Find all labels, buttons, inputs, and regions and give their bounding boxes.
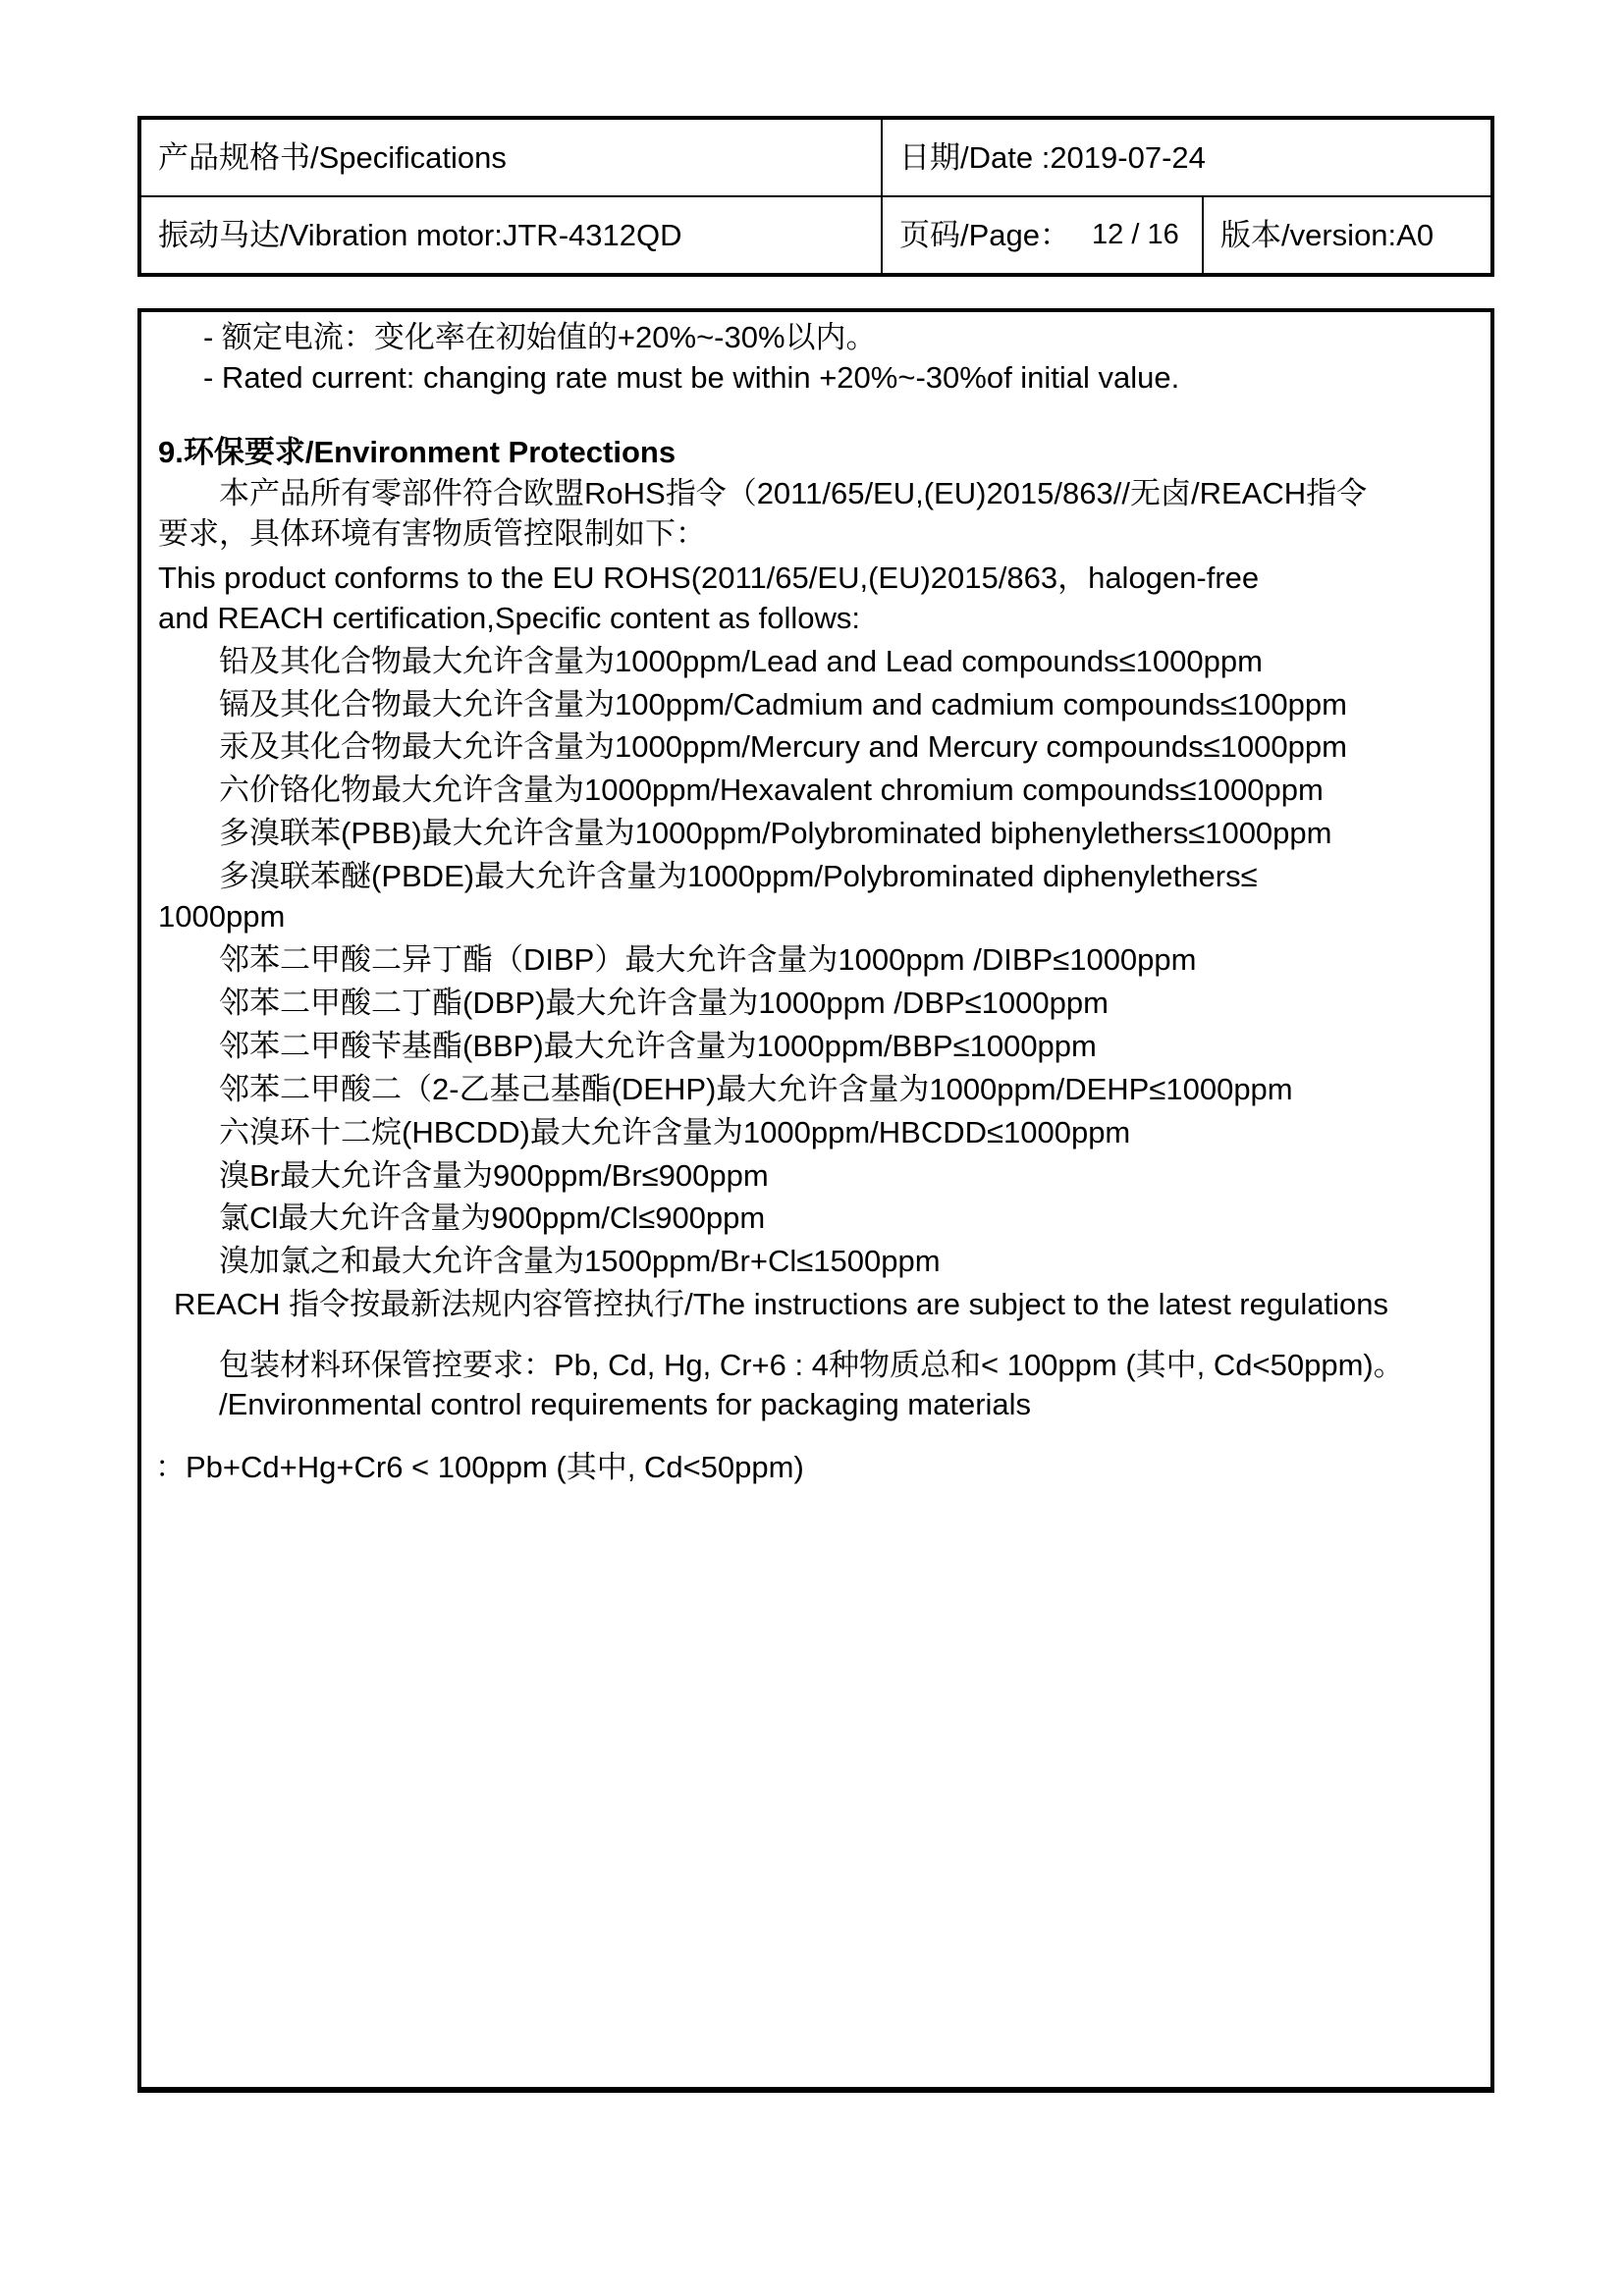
page-indicator bbox=[883, 197, 1202, 273]
intro-cn-line-1: 本产品所有零部件符合欧盟RoHS指令（2011/65/EU,(EU)2015/863//无卤/REACH指令 bbox=[219, 476, 1368, 510]
document-version: 版本/version:A0 bbox=[1220, 218, 1435, 252]
limit-item: 氯Cl最大允许含量为900ppm/Cl≤900ppm bbox=[219, 1201, 766, 1235]
page-number: 12 / 16 bbox=[1092, 219, 1179, 250]
limit-item: 镉及其化合物最大允许含量为100ppm/Cadmium and cadmium compounds≤100ppm bbox=[219, 687, 1347, 721]
limit-item: 邻苯二甲酸二异丁酯（DIBP）最大允许含量为1000ppm /DIBP≤1000ppm bbox=[219, 942, 1197, 977]
packaging-formula: ：Pb+Cd+Hg+Cr6 < 100ppm (其中, Cd<50ppm) bbox=[155, 1450, 804, 1484]
limit-item: 多溴联苯醚(PBDE)最大允许含量为1000ppm/Polybrominated diphenylethers≤ bbox=[219, 859, 1258, 893]
limit-item: 六价铬化物最大允许含量为1000ppm/Hexavalent chromium compounds≤1000ppm bbox=[219, 773, 1324, 807]
page-label: 页码/Page： bbox=[899, 218, 1071, 252]
limit-item: 多溴联苯(PBB)最大允许含量为1000ppm/Polybrominated biphenylethers≤1000ppm bbox=[219, 816, 1332, 850]
intro-en-line-2: and REACH certification,Specific content as follows: bbox=[158, 601, 861, 635]
limit-item: 溴Br最大允许含量为900ppm/Br≤900ppm bbox=[219, 1158, 769, 1193]
limit-item: 邻苯二甲酸二丁酯(DBP)最大允许含量为1000ppm /DBP≤1000ppm bbox=[219, 986, 1109, 1020]
limit-item-wrap: 1000ppm bbox=[158, 899, 286, 934]
section-title: 9.环保要求/Environment Protections bbox=[158, 435, 677, 469]
limit-item: 邻苯二甲酸二（2-乙基己基酯(DEHP)最大允许含量为1000ppm/DEHP≤1000ppm bbox=[219, 1072, 1293, 1106]
document-header-table bbox=[137, 116, 1494, 277]
document-date: 日期/Date :2019-07-24 bbox=[899, 140, 1206, 175]
limit-item: 汞及其化合物最大允许含量为1000ppm/Mercury and Mercury compounds≤1000ppm bbox=[219, 729, 1347, 764]
packaging-requirement-cn: 包装材料环保管控要求：Pb, Cd, Hg, Cr+6 : 4种物质总和< 100ppm (其中, Cd<50ppm)。 bbox=[219, 1348, 1404, 1382]
limit-item: 溴加氯之和最大允许含量为1500ppm/Br+Cl≤1500ppm bbox=[219, 1244, 941, 1278]
limit-item: 铅及其化合物最大允许含量为1000ppm/Lead and Lead compounds≤1000ppm bbox=[219, 644, 1263, 678]
model-name: 振动马达/Vibration motor:JTR-4312QD bbox=[158, 218, 682, 252]
limit-item: 六溴环十二烷(HBCDD)最大允许含量为1000ppm/HBCDD≤1000ppm bbox=[219, 1115, 1131, 1149]
packaging-requirement-en: /Environmental control requirements for packaging materials bbox=[219, 1387, 1032, 1421]
reach-note: REACH 指令按最新法规内容管控执行/The instructions are subject to the latest regulations bbox=[174, 1287, 1388, 1321]
intro-cn-line-2: 要求，具体环境有害物质管控限制如下： bbox=[158, 516, 706, 551]
intro-en-line-1: This product conforms to the EU ROHS(2011/65/EU,(EU)2015/863，halogen-free bbox=[158, 561, 1260, 595]
rated-current-cn: - 额定电流：变化率在初始值的+20%~-30%以内。 bbox=[203, 320, 877, 354]
spec-title: 产品规格书/Specifications bbox=[158, 140, 507, 175]
document-body bbox=[137, 308, 1494, 2093]
limit-item: 邻苯二甲酸苄基酯(BBP)最大允许含量为1000ppm/BBP≤1000ppm bbox=[219, 1029, 1097, 1063]
rated-current-en: - Rated current: changing rate must be within +20%~-30%of initial value. bbox=[203, 360, 1180, 395]
